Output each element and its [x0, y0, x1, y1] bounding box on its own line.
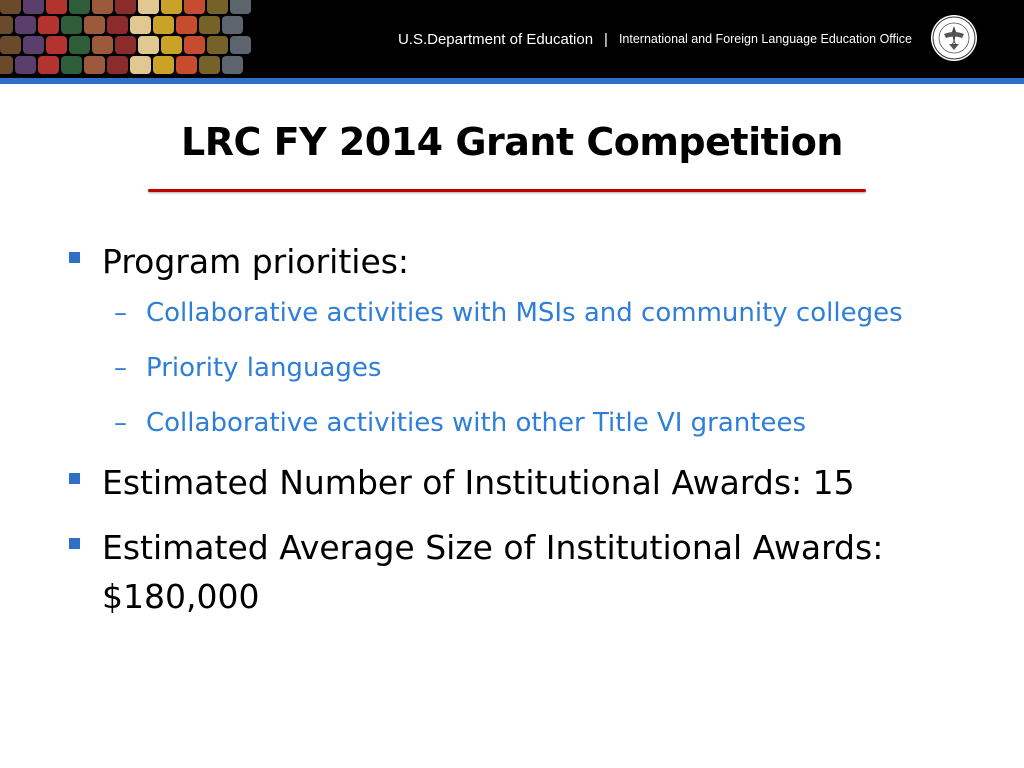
collage-tile	[184, 0, 205, 14]
collage-tile	[207, 0, 228, 14]
sub-bullet-item	[64, 402, 984, 444]
collage-tile	[115, 36, 136, 54]
header-blue-rule	[0, 78, 1024, 84]
collage-tile	[176, 16, 197, 34]
bullet-square-icon	[69, 252, 80, 263]
collage-tile	[46, 0, 67, 14]
collage-tile	[23, 0, 44, 14]
bullet-square-icon	[69, 473, 80, 484]
banner-text	[398, 0, 912, 78]
bullet-square-icon	[69, 538, 80, 549]
collage-tile	[161, 36, 182, 54]
collage-tile	[130, 56, 151, 74]
bullet-item	[64, 458, 984, 507]
department-name: U.S.Department of Education	[397, 30, 594, 48]
collage-tile	[61, 56, 82, 74]
collage-tile	[138, 36, 159, 54]
collage-tile	[153, 16, 174, 34]
sub-bullet-list	[64, 292, 984, 444]
collage-tile	[38, 16, 59, 34]
collage-tile	[92, 36, 113, 54]
office-name: International and Foreign Language Education Office	[618, 32, 912, 46]
photo-collage-image	[0, 0, 252, 78]
collage-tile	[222, 16, 243, 34]
collage-tile	[199, 16, 220, 34]
collage-tile	[0, 16, 13, 34]
collage-tile	[199, 56, 220, 74]
collage-tile	[176, 56, 197, 74]
collage-tile	[184, 36, 205, 54]
header-separator: |	[604, 30, 608, 48]
slide-content	[64, 237, 984, 637]
collage-tile	[69, 0, 90, 14]
bullet-item	[64, 237, 984, 286]
sub-bullet-text: Priority languages	[146, 353, 382, 383]
collage-tile	[161, 0, 182, 14]
collage-tile	[115, 0, 136, 14]
slide-title: LRC FY 2014 Grant Competition	[181, 120, 843, 164]
collage-tile	[15, 16, 36, 34]
collage-tile	[84, 56, 105, 74]
department-seal-icon	[930, 14, 978, 62]
collage-tile	[138, 0, 159, 14]
sub-bullet-text: Collaborative activities with other Title VI grantees	[146, 408, 807, 438]
collage-tile	[107, 16, 128, 34]
collage-tile	[230, 0, 251, 14]
collage-tile	[207, 36, 228, 54]
collage-tile	[107, 56, 128, 74]
collage-tile	[69, 36, 90, 54]
title-underline	[148, 189, 866, 192]
collage-tile	[92, 0, 113, 14]
collage-tile	[15, 56, 36, 74]
collage-tile	[222, 56, 243, 74]
collage-tile	[0, 0, 21, 14]
collage-tile	[230, 36, 251, 54]
bullet-text: Program priorities:	[102, 242, 410, 281]
collage-tile	[84, 16, 105, 34]
collage-tile	[130, 16, 151, 34]
collage-tile	[0, 56, 13, 74]
sub-bullet-item	[64, 347, 984, 389]
collage-tile	[0, 36, 21, 54]
collage-tile	[153, 56, 174, 74]
collage-tile	[61, 16, 82, 34]
bullet-text: Estimated Number of Institutional Awards: 15	[102, 463, 855, 502]
collage-tile	[38, 56, 59, 74]
collage-tile	[23, 36, 44, 54]
dash-marker: –	[114, 353, 127, 383]
dash-marker: –	[114, 408, 127, 438]
collage-tile	[46, 36, 67, 54]
header-banner	[0, 0, 1024, 78]
bullet-item	[64, 523, 984, 621]
dash-marker: –	[114, 298, 127, 328]
bullet-text: Estimated Average Size of Institutional Awards: $180,000	[102, 528, 884, 616]
sub-bullet-item	[64, 292, 984, 334]
sub-bullet-text: Collaborative activities with MSIs and community colleges	[146, 298, 903, 328]
